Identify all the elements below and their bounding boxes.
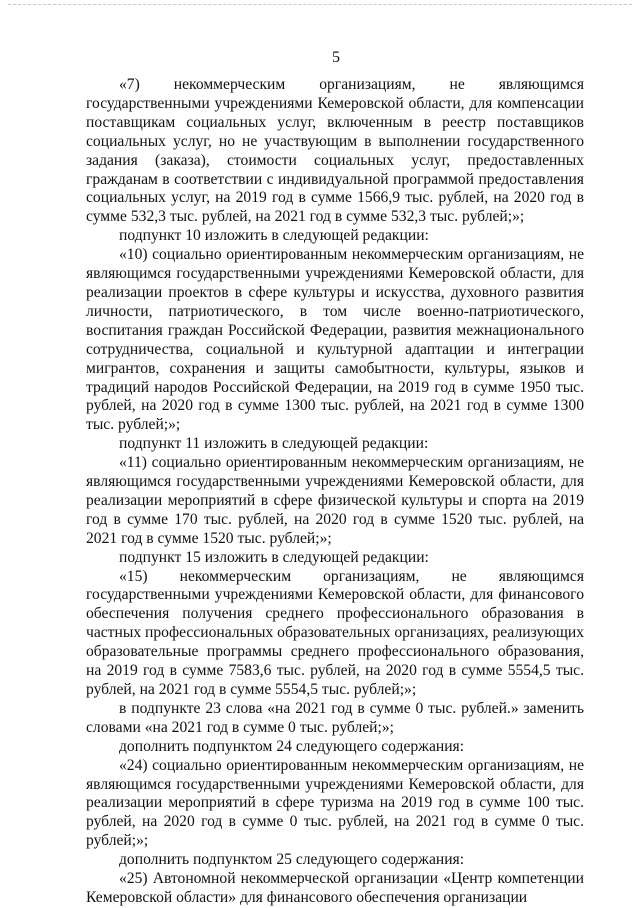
scan-top-border [8, 4, 632, 5]
paragraph-subitem-24: «24) социально ориентированным некоммерческим организациям, не являющимся государственными учреждениями Кемеровской области, для реализации мероприятий в сфере туризма на 2019 год в сумме 100 тыс. рублей, на 2020 год в сумме 0 тыс. рублей, на 2021 год в сумме 0 тыс. рублей;»; [86, 756, 584, 850]
paragraph-subitem-15: «15) некоммерческим организациям, не являющимся государственными учреждениями Кемеровской области, для финансового обеспечения получения среднего профессионального образования в частных профессиональных образовательных организациях, реализующих образовательные программы среднего профессионального образования, на 2019 год в сумме 7583,6 тыс. рублей, на 2020 год в сумме 5554,5 тыс. рублей, на 2021 год в сумме 5554,5 тыс. рублей;»; [86, 567, 584, 698]
paragraph-instruction-15: подпункт 15 изложить в следующей редакции: [119, 548, 429, 566]
paragraph-subitem-7: «7) некоммерческим организациям, не являющимся государственными учреждениями Кемеровской области, для компенсации поставщикам социальных услуг, включенным в реестр поставщиков социальных услуг, но не участвующим в выполнении государственного задания (заказа), стоимости социальных услуг, предоставленных гражданам в соответствии с индивидуальной программой предоставления социальных услуг, на 2019 год в сумме 1566,9 тыс. рублей, на 2020 год в сумме 532,3 тыс. рублей, на 2021 год в сумме 532,3 тыс. рублей;»; [86, 76, 584, 226]
paragraph-instruction-10: подпункт 10 изложить в следующей редакции: [119, 227, 429, 245]
paragraph-instruction-24: дополнить подпунктом 24 следующего содержания: [119, 737, 465, 755]
paragraph-subitem-11: «11) социально ориентированным некоммерческим организациям, не являющимся государственными учреждениями Кемеровской области, для реализации мероприятий в сфере физической культуры и спорта на 2019 год в сумме 170 тыс. рублей, на 2020 год в сумме 1520 тыс. рублей, на 2021 год в сумме 1520 тыс. рублей;»; [86, 454, 584, 547]
paragraph-instruction-25: дополнить подпунктом 25 следующего содержания: [119, 851, 465, 869]
paragraph-subitem-25: «25) Автономной некоммерческой организации «Центр компетенции Кемеровской области» для финансового обеспечения организации [86, 870, 584, 906]
document-body [86, 76, 584, 908]
page-number: 5 [332, 49, 340, 66]
paragraph-amend-23: в подпункте 23 слова «на 2021 год в сумме 0 тыс. рублей.» заменить словами «на 2021 год в сумме 0 тыс. рублей;»; [86, 699, 584, 736]
paragraph-subitem-10: «10) социально ориентированным некоммерческим организациям, не являющимся государственными учреждениями Кемеровской области, для реализации проектов в сфере культуры и искусства, духовного развития личности, патриотического, в том числе военно-патриотического, воспитания граждан Российской Федерации, развития межнационального сотрудничества, социальной и культурной адаптации и интеграции мигрантов, сохранения и защиты самобытности, культуры, языков и традиций народов Российской Федерации, на 2019 год в сумме 1950 тыс. рублей, на 2020 год в сумме 1300 тыс. рублей, на 2021 год в сумме 1300 тыс. рублей;»; [86, 246, 584, 434]
paragraph-instruction-11: подпункт 11 изложить в следующей редакции: [119, 435, 429, 453]
